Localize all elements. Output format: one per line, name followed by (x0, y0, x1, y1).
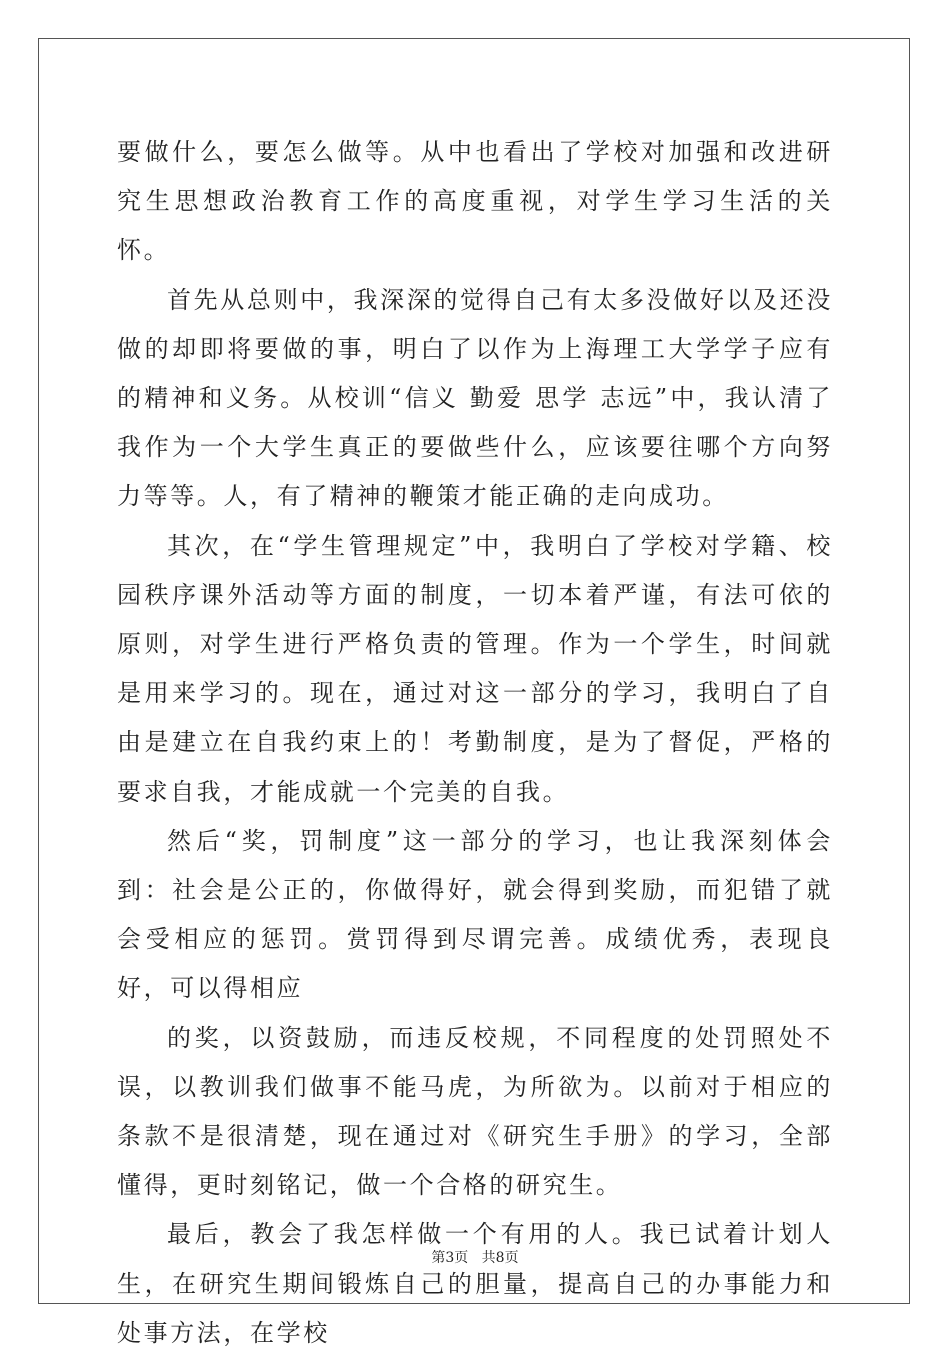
page-footer (0, 1247, 950, 1267)
paragraph-5: 的奖，以资鼓励，而违反校规，不同程度的处罚照处不误，以教训我们做事不能马虎，为所欲为。以前对于相应的条款不是很清楚，现在通过对《研究生手册》的学习，全部懂得，更时刻铭记，做一个合格的研究生。 (117, 1023, 833, 1200)
document-body (117, 128, 833, 1358)
paragraph-4: 然后“奖，罚制度”这一部分的学习，也让我深刻体会到：社会是公正的，你做得好，就会得到奖励，而犯错了就会受相应的惩罚。赏罚得到尽谓完善。成绩优秀，表现良好，可以得相应 (117, 826, 833, 1003)
page-number: 第3页 (431, 1250, 469, 1266)
paragraph-2: 首先从总则中，我深深的觉得自己有太多没做好以及还没做的却即将要做的事，明白了以作为上海理工大学学子应有的精神和义务。从校训“信义 勤爱 思学 志远”中，我认清了我作为一个大学生真正的要做些什么，应该要往哪个方向努力等等。人，有了精神的鞭策才能正确的走向成功。 (117, 285, 833, 511)
total-pages: 共8页 (481, 1250, 519, 1266)
paragraph-6: 最后，教会了我怎样做一个有用的人。我已试着计划人生，在研究生期间锻炼自己的胆量，提高自己的办事能力和处事方法，在学校 (117, 1220, 833, 1347)
paragraph-3: 其次，在“学生管理规定”中，我明白了学校对学籍、校园秩序课外活动等方面的制度，一切本着严谨，有法可依的原则，对学生进行严格负责的管理。作为一个学生，时间就是用来学习的。现在，通过对这一部分的学习，我明白了自由是建立在自我约束上的！考勤制度，是为了督促，严格的要求自我，才能成就一个完美的自我。 (117, 531, 833, 806)
paragraph-1: 要做什么，要怎么做等。从中也看出了学校对加强和改进研究生思想政治教育工作的高度重视，对学生学习生活的关怀。 (117, 138, 833, 265)
